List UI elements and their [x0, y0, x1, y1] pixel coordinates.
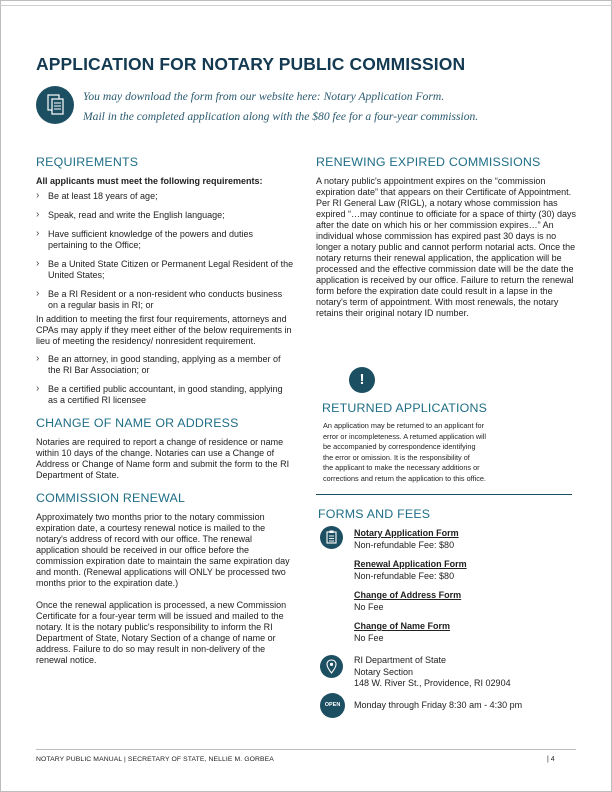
page-title: APPLICATION FOR NOTARY PUBLIC COMMISSION — [36, 54, 466, 74]
address-line: RI Department of State — [354, 655, 447, 665]
list-item: › Have sufficient knowledge of the powers and duties pertaining to the Office; — [36, 229, 294, 251]
returned-heading: RETURNED APPLICATIONS — [322, 401, 488, 415]
list-item: › Be a certified public accountant, in good standing, applying as a certified RI licensee — [36, 384, 294, 406]
list-item: › Speak, read and write the English language; — [36, 210, 294, 221]
fee-item — [354, 528, 459, 551]
returned-line: be accompanied by correspondence identifying — [323, 442, 476, 452]
footer-left: NOTARY PUBLIC MANUAL | SECRETARY OF STATE, NELLIE M. GORBEA — [36, 756, 274, 763]
returned-line: the applicant to make the necessary additions or — [323, 463, 480, 473]
form-link[interactable]: Change of Name Form — [354, 621, 451, 631]
address-line: Notary Section — [354, 666, 414, 677]
location-pin-icon — [320, 655, 343, 678]
right-column — [316, 155, 576, 319]
returned-line: error or incompleteness. A returned application will — [323, 431, 487, 441]
renewal-body-2: Once the renewal application is processed, a new Commission Certificate for a four-year term will be issued and mailed to the notary. It is the notary public's responsibility to inform the RI Department of State, Notary Section of a change of name or address. Failure to do so may result in non-delivery of the renewal notice. — [36, 600, 287, 665]
fee-item — [354, 559, 467, 582]
forms-heading: FORMS AND FEES — [318, 507, 431, 521]
intro-text — [83, 87, 478, 127]
open-sign-icon: OPEN — [320, 693, 345, 718]
returned-line: An application may be returned to an applicant for — [323, 421, 485, 430]
form-link[interactable]: Change of Address Form — [354, 590, 462, 600]
address-block — [354, 655, 511, 690]
requirements-lead: All applicants must meet the following requirements: — [36, 176, 263, 186]
requirements-list — [36, 191, 294, 311]
intro-line-2: Mail in the completed application along with the $80 fee for a four-year commission. — [83, 110, 479, 123]
list-item: › Be an attorney, in good standing, applying as a member of the RI Bar Association; or — [36, 354, 294, 376]
returned-line: the error or omission. It is the responsibility of — [323, 452, 470, 462]
fee-item — [354, 590, 461, 613]
document-icon — [36, 86, 74, 124]
top-rule — [0, 5, 612, 6]
footer-rule — [36, 749, 576, 750]
change-name-body: Notaries are required to report a change of residence or name within 10 days of the change. Notaries can use a Change of Address or Change of Name form and submit the form to the RI Department of State. — [36, 437, 290, 480]
form-link[interactable]: Notary Application Form — [354, 528, 459, 538]
expired-body: A notary public's appointment expires on the “commission expiration date” that appears on their Certificate of Appointment. Per RI General Law (RIGL), a notary whose commission has expired “…may continue to officiate for a space of thirty (30) days after the date on which his or her commission expires…” An individual whose commission has expired past 30 days is no longer a notary public and cannot perform notarial acts. Once the notary returns their renewal application, the application will be processed and the effective commission date will be the date the application is received by our office. Failure to return the renewal form before the expiration date could result in a lapse in the notary's term of appointment. With most renewals, the notary retains their original notary ID number. — [316, 176, 576, 318]
office-hours: Monday through Friday 8:30 am - 4:30 pm — [354, 700, 523, 710]
page-number: | 4 — [547, 756, 555, 763]
form-link[interactable]: Renewal Application Form — [354, 559, 467, 569]
change-name-heading: CHANGE OF NAME OR ADDRESS — [36, 416, 239, 430]
requirements-heading: REQUIREMENTS — [36, 155, 139, 169]
fee-text: Non-refundable Fee: $80 — [354, 539, 455, 550]
left-column — [36, 155, 294, 666]
clipboard-icon — [320, 526, 343, 549]
divider — [316, 494, 572, 495]
fee-item — [354, 621, 450, 644]
expired-heading: RENEWING EXPIRED COMMISSIONS — [316, 155, 541, 169]
renewal-body-1: Approximately two months prior to the notary commission expiration date, a courtesy renewal notice is mailed to the notary's address of record with our office. The renewal application should be received in our office before the commission expiration date to maintain the same expiration day and month. (Renewal applications will ONLY be processed two months prior to the expiration date.) — [36, 512, 290, 588]
list-item: › Be a RI Resident or a non-resident who conducts business on a regular basis in RI; or — [36, 289, 294, 311]
exclamation-icon: ! — [349, 367, 375, 393]
returned-line: corrections and return the application to this office. — [323, 473, 486, 483]
requirements-list-2 — [36, 354, 294, 406]
fee-text: Non-refundable Fee: $80 — [354, 570, 455, 581]
address-line: 148 W. River St., Providence, RI 02904 — [354, 678, 511, 689]
renewal-heading: COMMISSION RENEWAL — [36, 491, 186, 505]
requirements-middle: In addition to meeting the first four requirements, attorneys and CPAs may apply if they meet either of the below requirements in lieu of meeting the residency/ nonresident requirement. — [36, 314, 292, 346]
fee-text: No Fee — [354, 601, 384, 612]
fee-text: No Fee — [354, 632, 384, 643]
intro-line-1: You may download the form from our website here: Notary Application Form. — [83, 90, 445, 103]
list-item: › Be a United State Citizen or Permanent Legal Resident of the United States; — [36, 259, 294, 281]
returned-body — [323, 421, 559, 485]
list-item: › Be at least 18 years of age; — [36, 191, 294, 202]
